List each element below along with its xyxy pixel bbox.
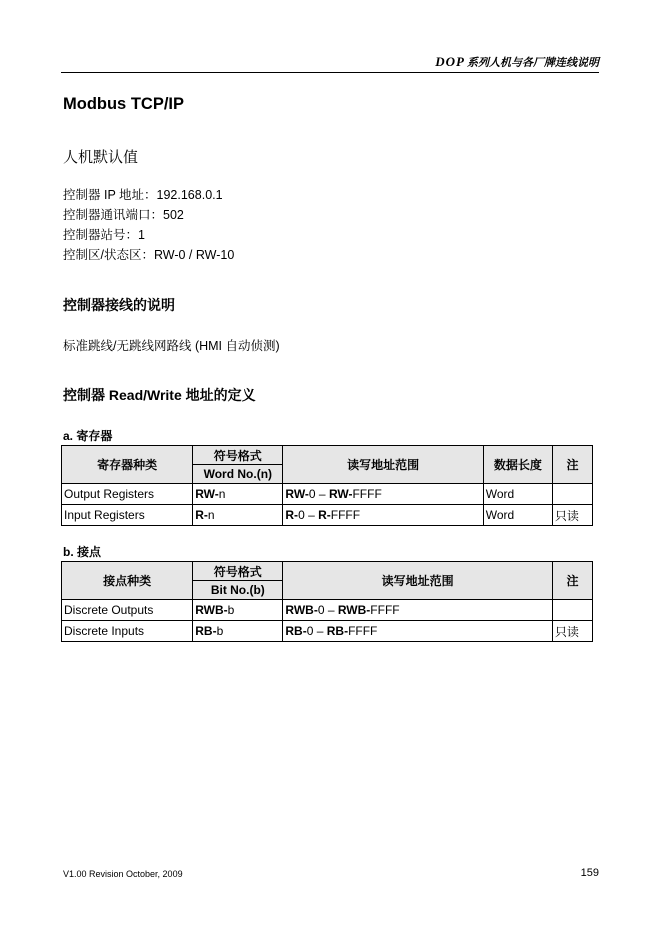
wiring-heading: 控制器接线的说明 [63, 297, 175, 313]
cell-length: Word [483, 505, 552, 526]
cell-note [552, 600, 592, 621]
address-heading: 控制器 Read/Write 地址的定义 [63, 387, 256, 403]
cell-range: RWB-0 – RWB-FFFF [283, 600, 553, 621]
cell-range: RW-0 – RW-FFFF [283, 484, 483, 505]
cell-symbol: R-n [193, 505, 283, 526]
page-title: Modbus TCP/IP [63, 95, 184, 113]
col-symbol: 符号格式 [193, 562, 283, 581]
table-row [62, 484, 593, 505]
default-area: 控制区/状态区：RW-0 / RW-10 [63, 248, 235, 262]
cell-symbol: RB-b [193, 621, 283, 642]
cell-type: Discrete Inputs [62, 621, 193, 642]
footer-version: V1.00 Revision October, 2009 [63, 869, 183, 879]
table-row [62, 505, 593, 526]
col-length: 数据长度 [483, 446, 552, 484]
cell-type: Input Registers [62, 505, 193, 526]
registers-table [61, 445, 593, 526]
col-contact-type: 接点种类 [62, 562, 193, 600]
cell-length: Word [483, 484, 552, 505]
cell-type: Discrete Outputs [62, 600, 193, 621]
cell-range: R-0 – R-FFFF [283, 505, 483, 526]
contacts-table [61, 561, 593, 642]
table-row [62, 600, 593, 621]
dop-logo: DOP [435, 54, 465, 69]
cell-note: 只读 [552, 505, 592, 526]
contacts-label: b. 接点 [63, 545, 101, 559]
cell-note [552, 484, 592, 505]
col-register-type: 寄存器种类 [62, 446, 193, 484]
col-symbol: 符号格式 [193, 446, 283, 465]
page-number: 159 [580, 867, 599, 879]
col-range: 读写地址范围 [283, 562, 553, 600]
page-header [61, 54, 599, 73]
col-symbol-sub: Word No.(n) [193, 465, 283, 484]
cell-symbol: RWB-b [193, 600, 283, 621]
col-range: 读写地址范围 [283, 446, 483, 484]
cell-note: 只读 [552, 621, 592, 642]
cell-type: Output Registers [62, 484, 193, 505]
col-symbol-sub: Bit No.(b) [193, 581, 283, 600]
default-ip: 控制器 IP 地址：192.168.0.1 [63, 188, 223, 202]
cell-symbol: RW-n [193, 484, 283, 505]
wiring-text: 标准跳线/无跳线网路线 (HMI 自动侦测) [63, 339, 280, 353]
table-row [62, 621, 593, 642]
default-port: 控制器通讯端口：502 [63, 208, 184, 222]
registers-label: a. 寄存器 [63, 429, 113, 443]
defaults-heading: 人机默认值 [63, 149, 139, 166]
default-station: 控制器站号：1 [63, 228, 145, 242]
header-brand [435, 54, 599, 70]
header-title: 系列人机与各厂牌连线说明 [467, 57, 599, 69]
cell-range: RB-0 – RB-FFFF [283, 621, 553, 642]
col-note: 注 [552, 446, 592, 484]
col-note: 注 [552, 562, 592, 600]
